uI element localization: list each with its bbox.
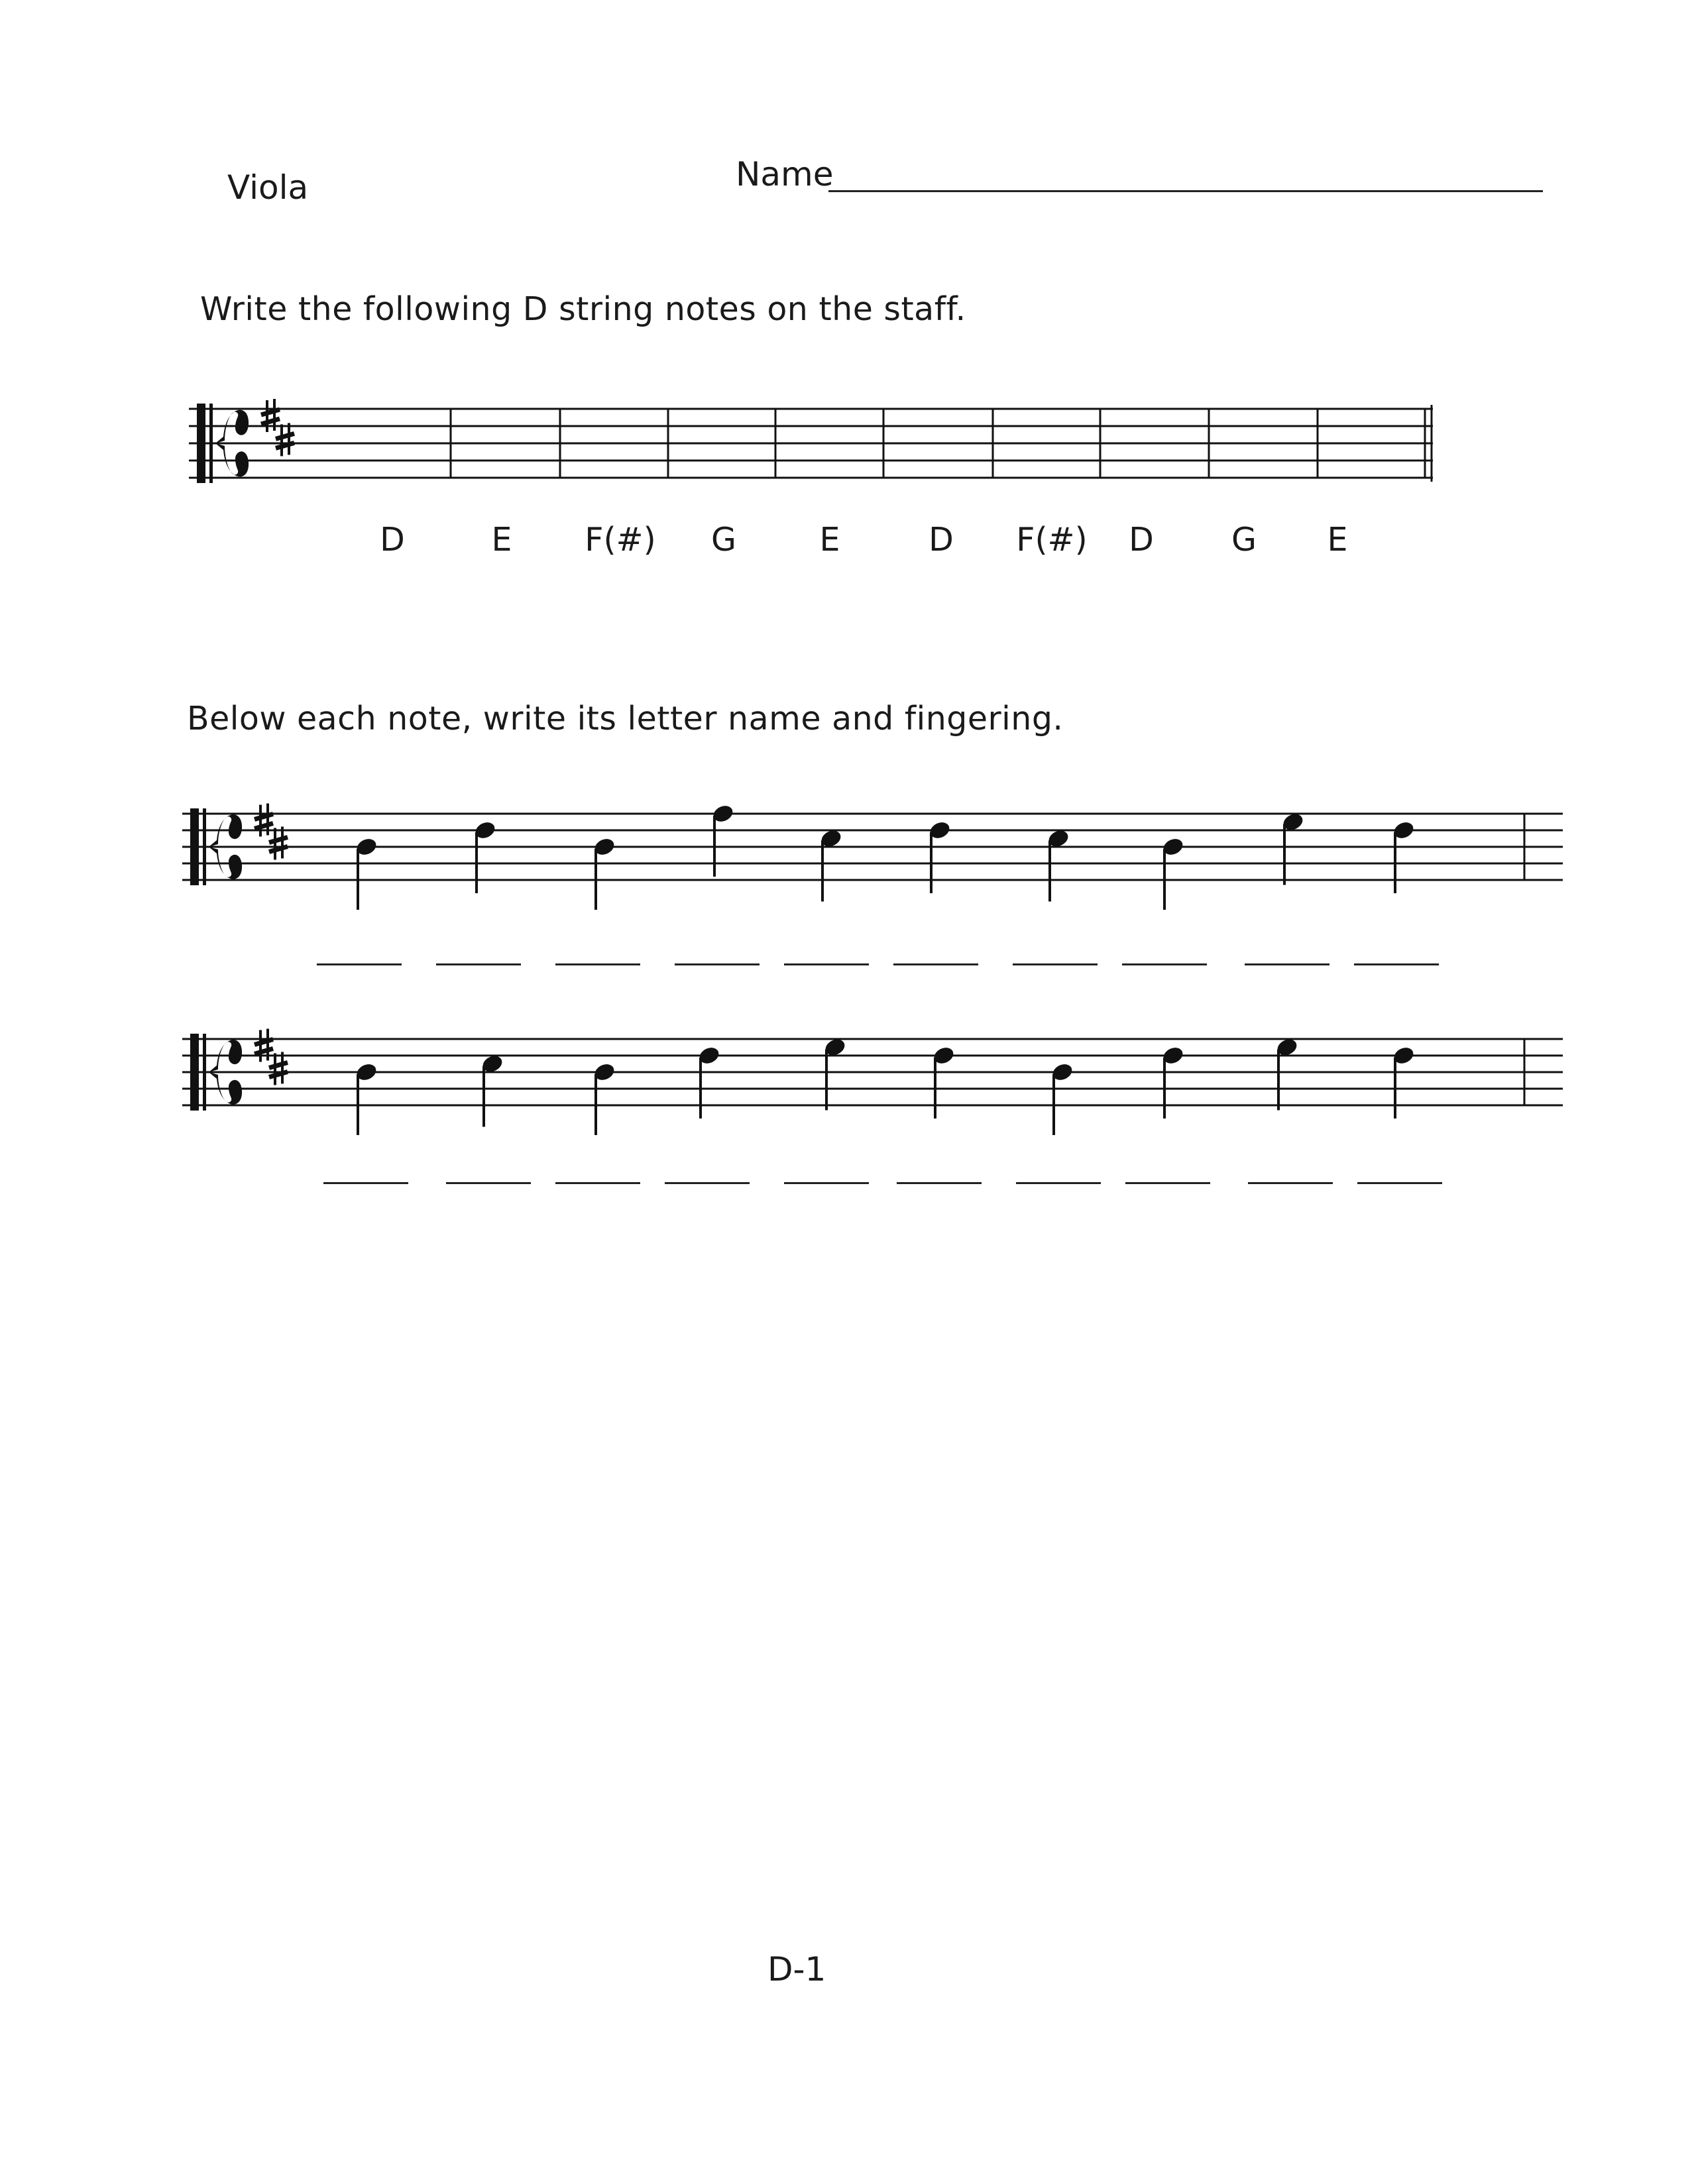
quarter-note [697, 1045, 721, 1119]
note-label: F(#) [585, 521, 656, 559]
answer-blank[interactable] [1016, 1182, 1101, 1184]
quarter-note [593, 1062, 616, 1135]
note-label: G [711, 521, 736, 559]
note-label: F(#) [1016, 521, 1088, 559]
sharp-c-icon [269, 1052, 288, 1085]
quarter-note [355, 1062, 378, 1135]
answer-blank[interactable] [784, 1182, 869, 1184]
note-label: G [1231, 521, 1257, 559]
instruction-write-notes: Write the following D string notes on the staff. [200, 290, 966, 328]
quarter-note [481, 1053, 504, 1126]
quarter-note [1275, 1036, 1299, 1110]
note-label: D [929, 521, 954, 559]
answer-blank[interactable] [897, 1182, 982, 1184]
page-number: D-1 [767, 1950, 826, 1989]
sharp-f-icon [254, 1029, 273, 1062]
instruction-name-notes: Below each note, write its letter name and fingering. [187, 700, 1064, 737]
answer-blank[interactable] [323, 1182, 408, 1184]
note-label: D [1129, 521, 1154, 559]
quarter-note [932, 1045, 956, 1119]
staff-lines [182, 1039, 1563, 1105]
quarter-note [1392, 1045, 1416, 1119]
answer-blank[interactable] [446, 1182, 531, 1184]
note-label: D [380, 521, 405, 559]
answer-blank[interactable] [555, 1182, 640, 1184]
instrument-label: Viola [227, 168, 309, 207]
quarter-note [823, 1036, 847, 1110]
name-label: Name [736, 155, 834, 193]
quarter-note [1161, 1045, 1185, 1119]
quarter-note [1050, 1062, 1074, 1135]
answer-blank[interactable] [1248, 1182, 1333, 1184]
answer-blank[interactable] [1357, 1182, 1442, 1184]
note-label: E [1327, 521, 1348, 559]
answer-blank[interactable] [1125, 1182, 1210, 1184]
answer-blank[interactable] [665, 1182, 750, 1184]
note-label: E [491, 521, 512, 559]
note-label: E [819, 521, 840, 559]
